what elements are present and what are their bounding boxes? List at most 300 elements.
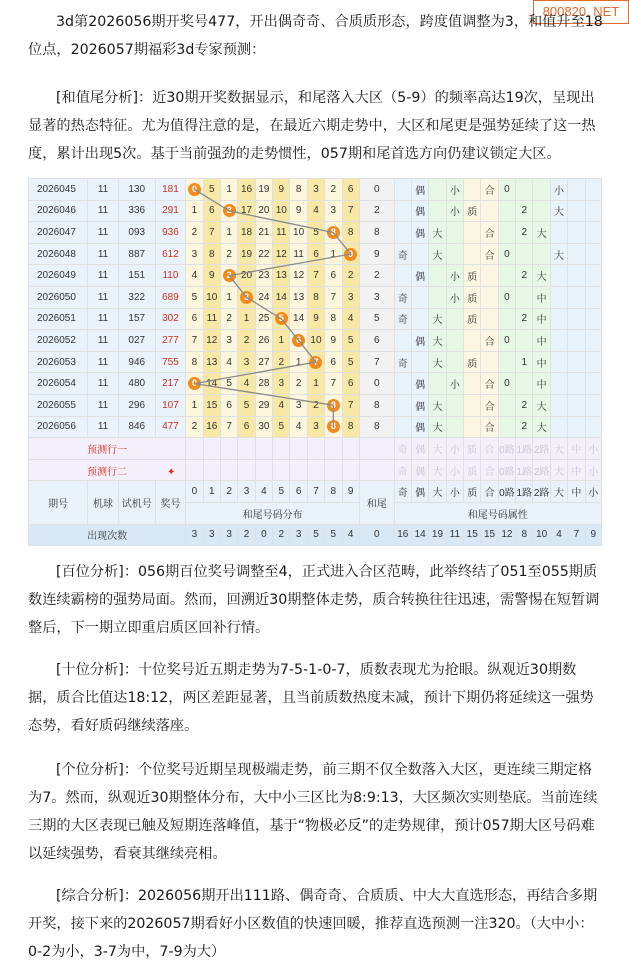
dist-cell: 30 (255, 416, 272, 438)
dist-cell: 10 (273, 200, 290, 222)
attr-cell (550, 265, 567, 287)
predict-attr-cell: 1路 (516, 438, 533, 460)
attr-cell: 合 (481, 416, 498, 438)
attr-cell: 偶 (411, 394, 428, 416)
sum-tail-cell: 0 (359, 373, 394, 395)
header-digit: 8 (325, 481, 342, 503)
period-cell: 2026047 (29, 222, 88, 244)
attr-cell (464, 222, 481, 244)
attr-cell (550, 373, 567, 395)
dist-cell: 9 (290, 200, 307, 222)
attr-cell (429, 179, 446, 201)
attr-cell: 大 (429, 416, 446, 438)
attr-cell (498, 308, 515, 330)
attr-cell (585, 351, 601, 373)
dist-cell: 5 (342, 330, 359, 352)
attr-cell (516, 243, 533, 265)
predict-attr-cell: 大 (429, 438, 446, 460)
attr-cell: 质 (464, 286, 481, 308)
table-row (29, 330, 602, 352)
count-attr: 16 (394, 524, 411, 546)
count-digit: 5 (307, 524, 324, 546)
count-attr: 8 (516, 524, 533, 546)
header-attr: 奇 (394, 481, 411, 503)
attr-cell (550, 416, 567, 438)
hit-ball: 2 (223, 204, 236, 217)
dist-cell: 2 (238, 330, 255, 352)
predict-dist-cell (238, 459, 255, 481)
award-number-cell: 477 (155, 416, 186, 438)
dist-cell: 29 (255, 394, 272, 416)
header-digit: 1 (203, 481, 220, 503)
header-attr: 中 (568, 481, 585, 503)
award-number-cell: 612 (155, 243, 186, 265)
dist-cell (325, 394, 342, 416)
attr-cell: 0 (498, 243, 515, 265)
attr-cell (429, 373, 446, 395)
count-digit: 4 (342, 524, 359, 546)
dist-cell: 24 (255, 286, 272, 308)
predict-attr-cell: 合 (481, 438, 498, 460)
count-digit: 3 (203, 524, 220, 546)
ball-cell: 11 (88, 373, 119, 395)
dist-cell: 9 (203, 265, 220, 287)
attr-cell (533, 179, 550, 201)
period-cell: 2026052 (29, 330, 88, 352)
sum-tail-cell: 8 (359, 416, 394, 438)
dist-cell: 2 (186, 416, 203, 438)
dist-cell: 14 (203, 373, 220, 395)
attr-cell: 合 (481, 394, 498, 416)
predict-attr-cell: 偶 (411, 459, 428, 481)
header-digit: 9 (342, 481, 359, 503)
table-row (29, 351, 602, 373)
attr-cell (498, 416, 515, 438)
ball-cell: 11 (88, 330, 119, 352)
predict-label (29, 459, 186, 481)
hit-ball: 0 (188, 183, 201, 196)
predict-attr-cell: 大 (429, 459, 446, 481)
award-number-cell: 755 (155, 351, 186, 373)
dist-cell: 1 (221, 179, 238, 201)
dist-cell: 9 (273, 179, 290, 201)
table-row (29, 265, 602, 287)
dist-cell: 4 (307, 200, 324, 222)
attr-cell: 合 (481, 222, 498, 244)
period-cell: 2026048 (29, 243, 88, 265)
test-number-cell: 887 (118, 243, 155, 265)
attr-cell: 质 (464, 200, 481, 222)
dist-cell: 20 (255, 200, 272, 222)
dist-cell: 22 (255, 243, 272, 265)
predict-dist-cell (273, 438, 290, 460)
attr-cell: 大 (550, 200, 567, 222)
predict-attr-cell: 小 (585, 438, 601, 460)
dist-cell: 26 (255, 330, 272, 352)
hit-ball: 6 (292, 334, 305, 347)
header-ball: 机球 (88, 481, 119, 524)
attr-cell: 中 (533, 351, 550, 373)
attr-cell: 质 (464, 351, 481, 373)
table-row (29, 286, 602, 308)
attr-cell (446, 243, 463, 265)
attr-cell (516, 330, 533, 352)
count-label: 出现次数 (29, 524, 186, 546)
count-attr: 12 (498, 524, 515, 546)
attr-cell (550, 330, 567, 352)
attr-cell (550, 351, 567, 373)
header-digit: 6 (290, 481, 307, 503)
attr-cell (568, 265, 585, 287)
attr-cell (585, 416, 601, 438)
ball-cell: 11 (88, 222, 119, 244)
count-attr: 15 (464, 524, 481, 546)
count-attr: 15 (481, 524, 498, 546)
header-attr: 偶 (411, 481, 428, 503)
dist-cell: 2 (221, 308, 238, 330)
table-row (29, 243, 602, 265)
attr-cell (464, 416, 481, 438)
header-digit: 7 (307, 481, 324, 503)
dist-cell: 3 (307, 416, 324, 438)
dist-cell: 1 (186, 200, 203, 222)
award-number-cell: 277 (155, 330, 186, 352)
attr-cell (568, 373, 585, 395)
dist-cell: 8 (325, 308, 342, 330)
count-digit: 3 (221, 524, 238, 546)
attr-cell: 奇 (394, 286, 411, 308)
attr-cell: 大 (429, 243, 446, 265)
table-row (29, 200, 602, 222)
dist-cell: 12 (290, 265, 307, 287)
ball-cell: 11 (88, 351, 119, 373)
dist-cell: 2 (325, 179, 342, 201)
ball-cell: 11 (88, 200, 119, 222)
attr-cell (585, 222, 601, 244)
dist-cell: 6 (342, 373, 359, 395)
test-number-cell: 130 (118, 179, 155, 201)
count-row (29, 524, 602, 546)
attr-cell: 0 (498, 373, 515, 395)
dist-cell: 5 (307, 222, 324, 244)
dist-cell: 2 (221, 243, 238, 265)
header-attr: 1路 (516, 481, 533, 503)
attr-cell: 2 (516, 394, 533, 416)
dist-cell: 7 (342, 394, 359, 416)
hit-ball: 0 (188, 377, 201, 390)
hit-ball: 7 (309, 356, 322, 369)
attr-cell (394, 200, 411, 222)
predict-ws-cell (359, 459, 394, 481)
predict-attr-cell: 中 (568, 438, 585, 460)
dist-cell: 3 (238, 351, 255, 373)
predict-dist-cell (325, 438, 342, 460)
attr-cell (446, 351, 463, 373)
dist-cell: 3 (290, 394, 307, 416)
attr-cell (585, 179, 601, 201)
ge-paragraph (28, 756, 603, 868)
attr-cell: 大 (429, 330, 446, 352)
header-attr-group: 和尾号码属性 (394, 502, 601, 524)
table-row (29, 308, 602, 330)
attr-cell (585, 308, 601, 330)
predict-dist-cell (290, 459, 307, 481)
attr-cell: 大 (533, 394, 550, 416)
dist-cell: 10 (203, 286, 220, 308)
dist-cell: 8 (342, 416, 359, 438)
attr-cell (394, 265, 411, 287)
sum-tail-cell: 8 (359, 394, 394, 416)
attr-cell (394, 179, 411, 201)
attr-cell (568, 286, 585, 308)
attr-cell: 大 (533, 265, 550, 287)
dist-cell: 2 (307, 394, 324, 416)
dist-cell: 8 (203, 243, 220, 265)
dist-cell: 9 (307, 308, 324, 330)
attr-cell (568, 351, 585, 373)
dist-cell: 2 (186, 222, 203, 244)
award-number-cell: 181 (155, 179, 186, 201)
dist-cell: 15 (203, 394, 220, 416)
predict-dist-cell (307, 438, 324, 460)
attr-cell (464, 394, 481, 416)
dist-cell: 6 (307, 243, 324, 265)
attr-cell: 大 (550, 243, 567, 265)
award-number-cell: 302 (155, 308, 186, 330)
header-attr: 合 (481, 481, 498, 503)
dist-cell (273, 308, 290, 330)
header-attr: 小 (585, 481, 601, 503)
attr-cell (446, 416, 463, 438)
test-number-cell: 480 (118, 373, 155, 395)
header-attr: 质 (464, 481, 481, 503)
dist-cell: 1 (290, 351, 307, 373)
table-row (29, 373, 602, 395)
period-cell: 2026051 (29, 308, 88, 330)
dist-cell: 14 (273, 286, 290, 308)
period-cell: 2026054 (29, 373, 88, 395)
dist-cell: 8 (290, 179, 307, 201)
attr-cell (498, 351, 515, 373)
sum-tail-cell: 0 (359, 179, 394, 201)
attr-cell (464, 330, 481, 352)
count-digit: 2 (238, 524, 255, 546)
dist-cell: 13 (290, 286, 307, 308)
award-number-cell: 291 (155, 200, 186, 222)
attr-cell (568, 222, 585, 244)
attr-cell (481, 286, 498, 308)
test-number-cell: 336 (118, 200, 155, 222)
header-attr: 大 (429, 481, 446, 503)
table-row (29, 394, 602, 416)
count-attr: 9 (585, 524, 601, 546)
dist-cell: 1 (221, 286, 238, 308)
predict-row-1 (29, 438, 602, 460)
period-cell: 2026046 (29, 200, 88, 222)
attr-cell (394, 373, 411, 395)
predict-dist-cell (238, 438, 255, 460)
attr-cell: 偶 (411, 222, 428, 244)
attr-cell (585, 330, 601, 352)
predict-dist-cell (273, 459, 290, 481)
predict-attr-cell: 合 (481, 459, 498, 481)
bai-paragraph (28, 558, 603, 642)
header-attr: 2路 (533, 481, 550, 503)
attr-cell (394, 416, 411, 438)
predict-attr-cell: 大 (550, 438, 567, 460)
attr-cell (585, 373, 601, 395)
attr-cell: 1 (516, 351, 533, 373)
hewei-text: [和值尾分析]：近30期开奖数据显示，和尾落入大区（5-9）的频率高达19次，呈现出显著的热态特征。尤为值得注意的是，在最近六期走势中，大区和尾更是强势延续了这一热度，累计出现5次。基于当前强劲的走势惯性，057期和尾首选方向仍建议锁定大区。 (28, 90, 596, 162)
ball-cell: 11 (88, 179, 119, 201)
attr-cell: 小 (446, 373, 463, 395)
attr-cell (585, 286, 601, 308)
test-number-cell: 322 (118, 286, 155, 308)
hit-ball: 8 (327, 399, 340, 412)
dist-cell (238, 286, 255, 308)
dist-cell: 4 (238, 373, 255, 395)
ball-cell: 11 (88, 286, 119, 308)
dist-cell: 1 (238, 308, 255, 330)
attr-cell: 合 (481, 330, 498, 352)
attr-cell (446, 308, 463, 330)
dist-cell: 11 (290, 243, 307, 265)
table-row (29, 179, 602, 201)
attr-cell: 偶 (411, 179, 428, 201)
dist-cell: 7 (186, 330, 203, 352)
award-number-cell: 689 (155, 286, 186, 308)
attr-cell: 大 (533, 416, 550, 438)
predict-attr-cell: 中 (568, 459, 585, 481)
award-number-cell: 936 (155, 222, 186, 244)
attr-cell: 0 (498, 330, 515, 352)
predict-attr-cell: 偶 (411, 438, 428, 460)
dist-cell: 12 (273, 243, 290, 265)
count-attr: 10 (533, 524, 550, 546)
header-digit: 0 (186, 481, 203, 503)
attr-cell: 质 (464, 265, 481, 287)
award-number-cell: 217 (155, 373, 186, 395)
dist-cell: 21 (255, 222, 272, 244)
predict-dist-cell (221, 459, 238, 481)
attr-cell: 大 (533, 222, 550, 244)
count-digit: 0 (255, 524, 272, 546)
award-number-cell: 110 (155, 265, 186, 287)
count-digit: 5 (325, 524, 342, 546)
attr-cell (429, 265, 446, 287)
dist-cell: 27 (255, 351, 272, 373)
predict-attr-cell: 1路 (516, 459, 533, 481)
shi-text: [十位分析]：十位奖号近五期走势为7-5-1-0-7，质数表现尤为抢眼。纵观近30期数据，质合比值达18:12，两区差距显著，且当前质数热度未减，预计下期仍将延续这一强势态势，看好质码继续落座。 (28, 662, 594, 734)
dist-cell: 5 (186, 286, 203, 308)
attr-cell: 偶 (411, 200, 428, 222)
predict-mark-icon: ✦ (167, 466, 176, 478)
header-attr: 小 (446, 481, 463, 503)
dist-cell: 2 (273, 351, 290, 373)
table-row (29, 416, 602, 438)
test-number-cell: 027 (118, 330, 155, 352)
dist-cell: 5 (221, 373, 238, 395)
header-test-number: 试机号 (118, 481, 155, 524)
test-number-cell: 157 (118, 308, 155, 330)
dist-cell: 8 (186, 351, 203, 373)
header-attr: 大 (550, 481, 567, 503)
hit-ball: 8 (327, 226, 340, 239)
table-row (29, 222, 602, 244)
dist-cell: 4 (186, 265, 203, 287)
dist-cell: 18 (238, 222, 255, 244)
attr-cell: 大 (429, 308, 446, 330)
predict-label: 预测行一 (29, 438, 186, 460)
dist-cell: 13 (273, 265, 290, 287)
dist-cell: 5 (238, 394, 255, 416)
attr-cell (550, 286, 567, 308)
header-attr: 0路 (498, 481, 515, 503)
attr-cell: 2 (516, 265, 533, 287)
attr-cell (464, 373, 481, 395)
attr-cell: 中 (533, 286, 550, 308)
attr-cell: 偶 (411, 416, 428, 438)
predict-dist-cell (203, 438, 220, 460)
dist-cell: 3 (307, 179, 324, 201)
ball-cell: 11 (88, 416, 119, 438)
predict-dist-cell (290, 438, 307, 460)
dist-cell (221, 265, 238, 287)
hit-ball: 5 (275, 312, 288, 325)
dist-cell: 6 (203, 200, 220, 222)
count-attr: 4 (550, 524, 567, 546)
dist-cell: 4 (342, 308, 359, 330)
sum-tail-cell: 7 (359, 351, 394, 373)
hit-ball: 3 (240, 291, 253, 304)
attr-cell: 小 (446, 179, 463, 201)
dist-cell (307, 351, 324, 373)
attr-cell: 奇 (394, 243, 411, 265)
test-number-cell: 946 (118, 351, 155, 373)
count-digit: 3 (290, 524, 307, 546)
predict-dist-cell (255, 438, 272, 460)
attr-cell (429, 286, 446, 308)
header-digit: 5 (273, 481, 290, 503)
attr-cell (585, 200, 601, 222)
header-dist-group: 和尾号码分布 (186, 502, 360, 524)
predict-attr-cell: 2路 (533, 438, 550, 460)
attr-cell: 合 (481, 243, 498, 265)
dist-cell: 3 (186, 243, 203, 265)
dist-cell: 13 (203, 351, 220, 373)
dist-cell: 17 (238, 200, 255, 222)
dist-cell: 14 (290, 308, 307, 330)
attr-cell: 2 (516, 222, 533, 244)
sum-tail-cell: 2 (359, 265, 394, 287)
sum-tail-cell: 6 (359, 330, 394, 352)
header-digit: 3 (238, 481, 255, 503)
dist-cell: 5 (342, 351, 359, 373)
attr-cell (394, 394, 411, 416)
attr-cell: 2 (516, 416, 533, 438)
period-cell: 2026050 (29, 286, 88, 308)
dist-cell (342, 243, 359, 265)
dist-cell: 1 (325, 243, 342, 265)
dist-cell: 7 (307, 265, 324, 287)
attr-cell (411, 308, 428, 330)
predict-dist-cell (203, 459, 220, 481)
sum-tail-cell: 2 (359, 200, 394, 222)
attr-cell (498, 265, 515, 287)
attr-cell: 2 (516, 308, 533, 330)
dist-cell: 28 (255, 373, 272, 395)
predict-attr-cell: 小 (446, 459, 463, 481)
